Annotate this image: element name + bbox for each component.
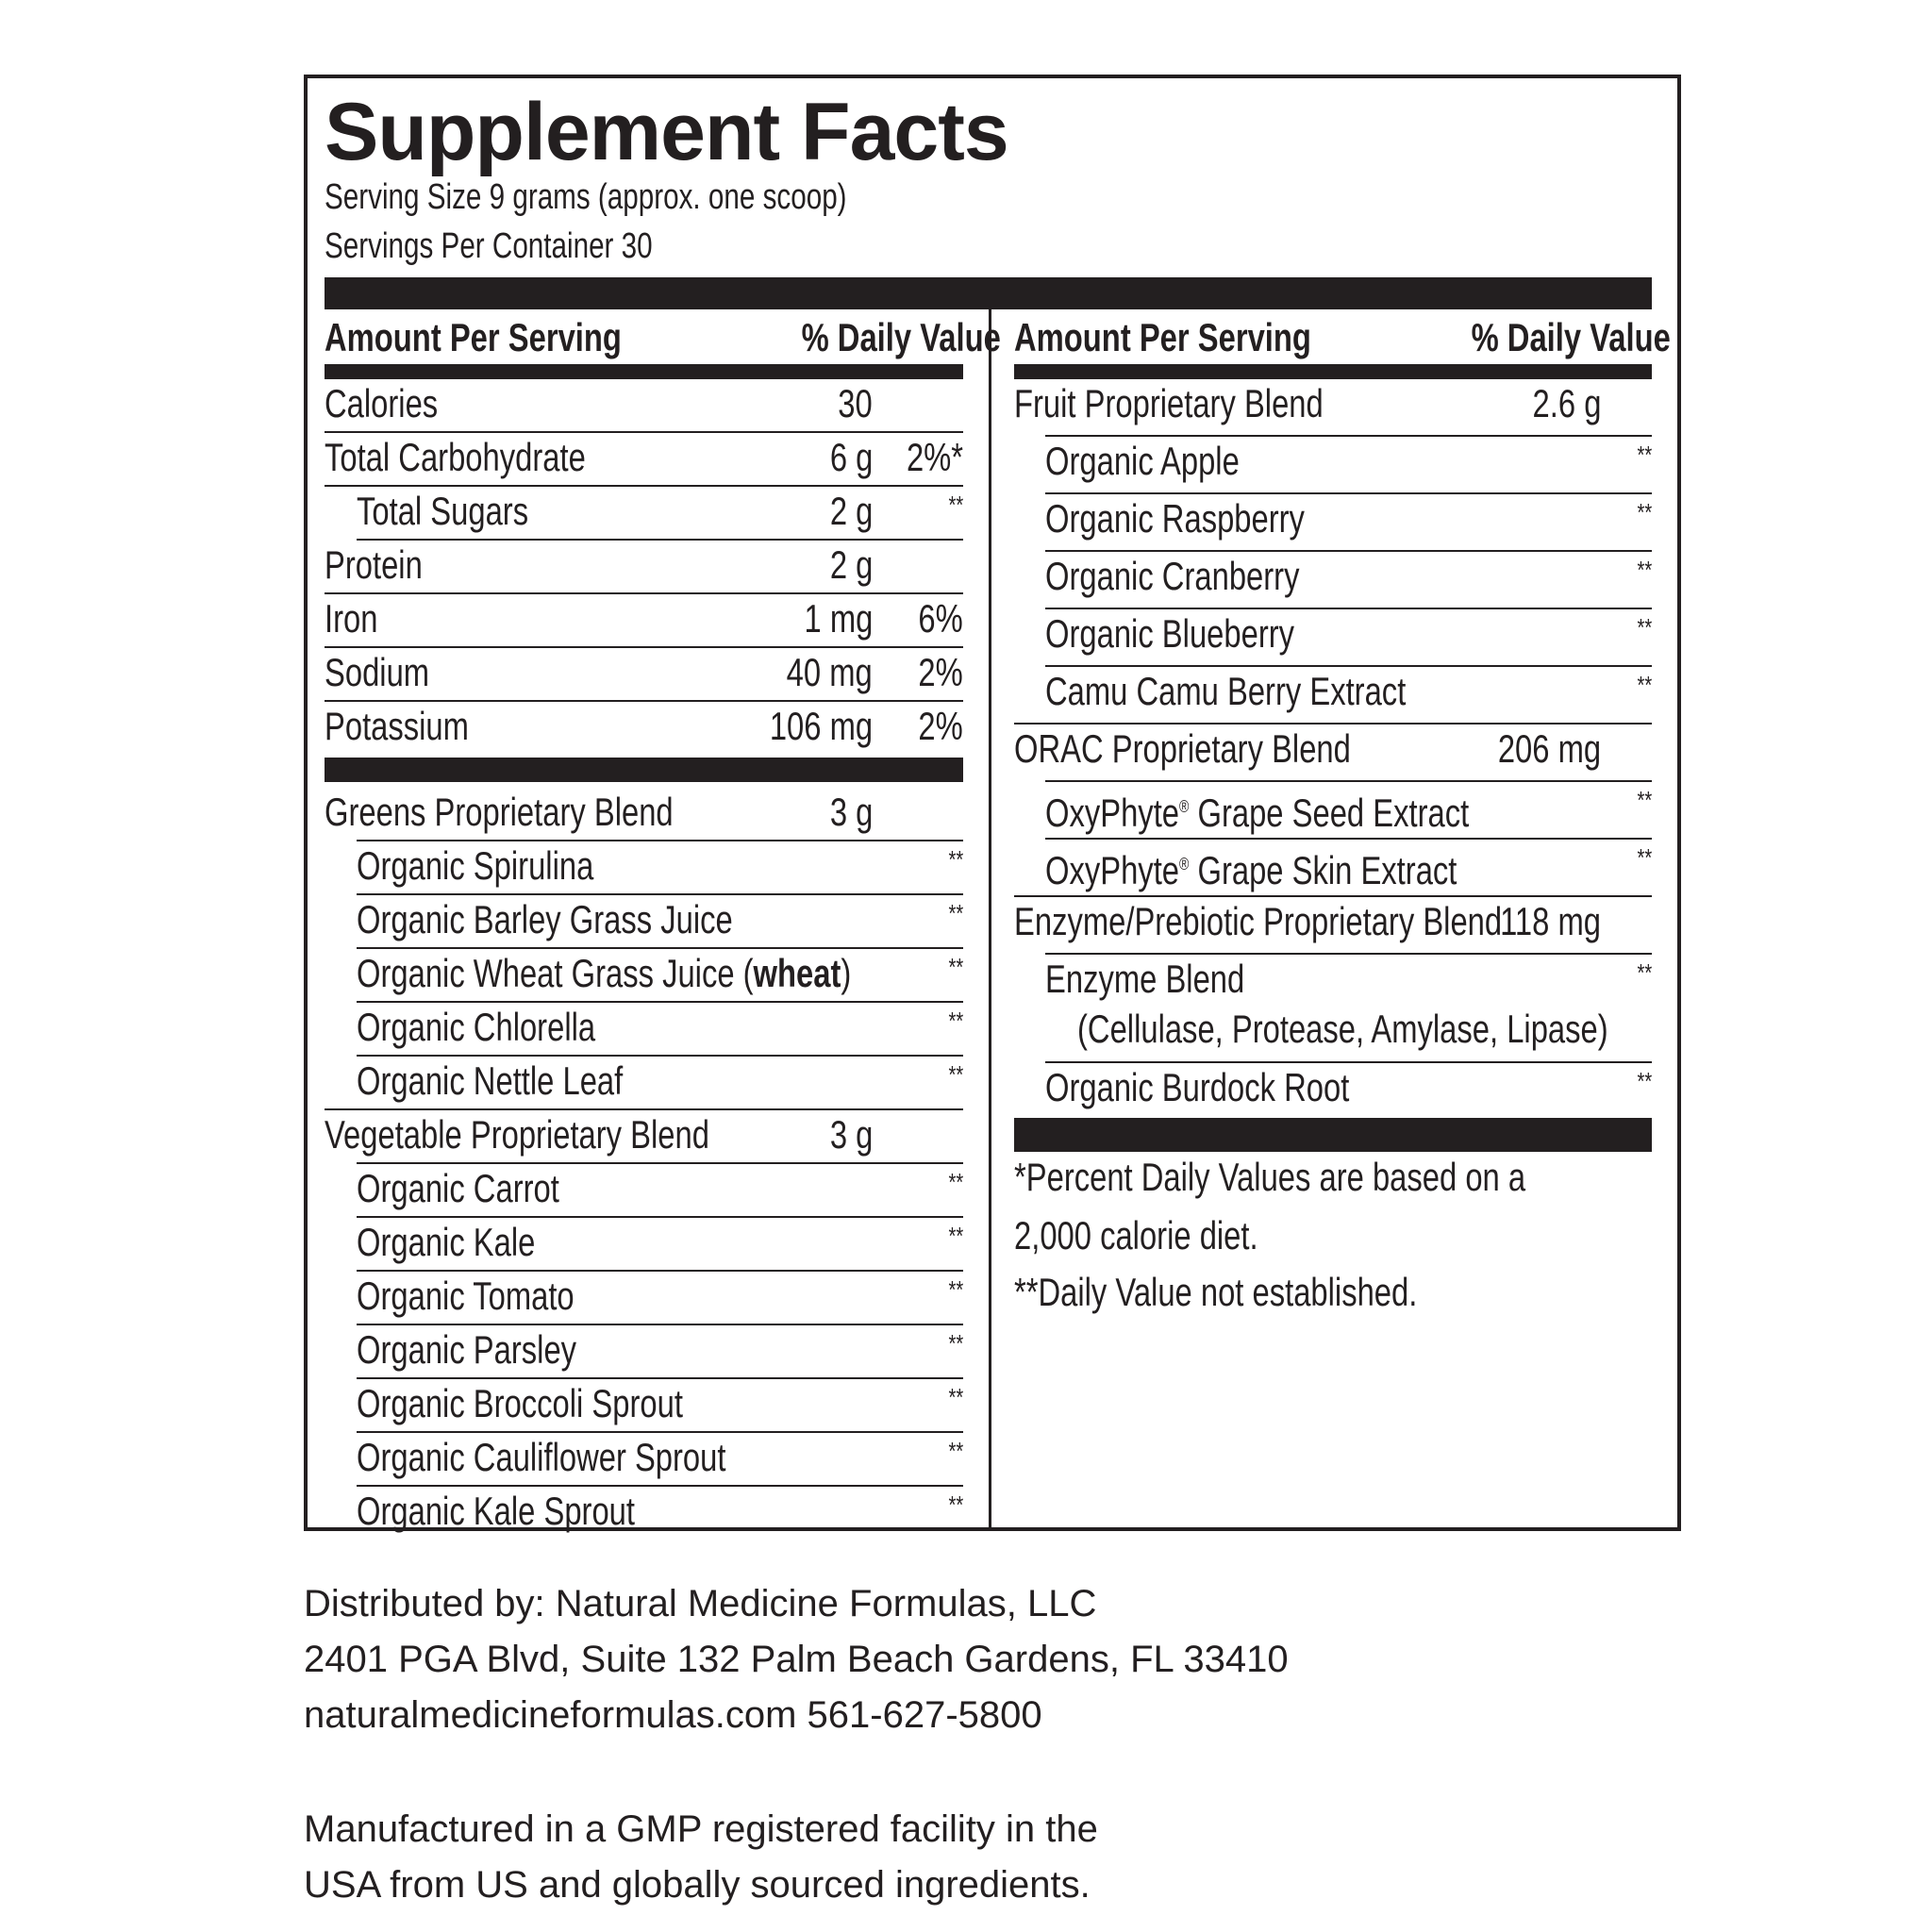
ingredient-row <box>0 1379 1932 1428</box>
row-amount: 3 g <box>829 790 873 834</box>
row-name: Organic Wheat Grass Juice (wheat) <box>357 951 852 995</box>
row-name: Enzyme/Prebiotic Proprietary Blend <box>1014 899 1503 943</box>
row-daily-value: ** <box>1637 441 1652 469</box>
distributor-name: Distributed by: Natural Medicine Formulas, LLC <box>304 1583 1097 1624</box>
row-name: Organic Raspberry <box>1045 496 1305 541</box>
row-name: Organic Cauliflower Sprout <box>357 1435 726 1479</box>
right-header-dv: % Daily Value <box>1471 315 1671 359</box>
left-header-amount: Amount Per Serving <box>325 315 622 359</box>
row-name: Organic Broccoli Sprout <box>357 1381 683 1425</box>
row-name: Organic Parsley <box>357 1327 577 1372</box>
row-name: Organic Carrot <box>357 1166 559 1210</box>
row-name: Total Carbohydrate <box>325 435 586 479</box>
row-name: OxyPhyte® Grape Seed Extract <box>1045 791 1470 835</box>
orac-blend-row <box>0 724 1932 774</box>
row-name: Organic Nettle Leaf <box>357 1058 624 1103</box>
row-name: Organic Tomato <box>357 1274 575 1318</box>
row-daily-value: ** <box>948 1222 963 1250</box>
right-header-amount: Amount Per Serving <box>1014 315 1311 359</box>
left-header-bar <box>325 364 963 379</box>
row-name: Organic Apple <box>1045 439 1240 483</box>
row-daily-value: ** <box>948 1060 963 1089</box>
row-name: Organic Barley Grass Juice <box>357 897 733 941</box>
row-name: Protein <box>325 542 423 587</box>
row-daily-value: ** <box>1637 671 1652 699</box>
row-amount: 30 <box>838 381 873 425</box>
row-amount: 106 mg <box>769 704 873 748</box>
row-name: Organic Burdock Root <box>1045 1065 1350 1109</box>
row-daily-value: ** <box>948 491 963 519</box>
row-name: Calories <box>325 381 439 425</box>
row-daily-value: ** <box>1637 786 1652 814</box>
row-name: Fruit Proprietary Blend <box>1014 381 1324 425</box>
left-header-dv: % Daily Value <box>801 315 1001 359</box>
row-amount: 206 mg <box>1497 726 1601 771</box>
row-name: Sodium <box>325 650 430 694</box>
ingredient-row <box>0 782 1932 835</box>
row-daily-value: 2% <box>918 650 963 694</box>
distributor-address: 2401 PGA Blvd, Suite 132 Palm Beach Gardens, FL 33410 <box>304 1639 1289 1680</box>
row-name: Total Sugars <box>357 489 529 533</box>
row-daily-value: ** <box>1637 958 1652 987</box>
ingredient-row <box>0 1164 1932 1213</box>
row-name: Enzyme Blend <box>1045 957 1245 1001</box>
row-name: Vegetable Proprietary Blend <box>325 1112 709 1157</box>
row-daily-value: ** <box>948 899 963 927</box>
row-daily-value: ** <box>1637 1067 1652 1095</box>
row-amount: 2 g <box>829 542 873 587</box>
row-daily-value: ** <box>948 1007 963 1035</box>
footnote-percent-dv: *Percent Daily Values are based on a <box>1014 1155 1526 1199</box>
row-name: Organic Spirulina <box>357 843 594 888</box>
row-daily-value: ** <box>948 1437 963 1465</box>
row-daily-value: 6% <box>918 596 963 641</box>
ingredient-row <box>0 1272 1932 1321</box>
row-daily-value: ** <box>1637 843 1652 872</box>
row-daily-value: ** <box>948 1168 963 1196</box>
ingredient-row <box>0 552 1932 601</box>
row-daily-value: 2% <box>918 704 963 748</box>
row-daily-value: ** <box>948 845 963 874</box>
manufacturer-line-2: USA from US and globally sourced ingredients. <box>304 1864 1091 1906</box>
row-name: Organic Kale Sprout <box>357 1489 636 1533</box>
ingredient-row <box>0 667 1932 716</box>
row-amount: 6 g <box>829 435 873 479</box>
serving-size: Serving Size 9 grams (approx. one scoop) <box>325 177 847 217</box>
ingredient-subtext <box>0 1005 1932 1054</box>
row-amount: 2.6 g <box>1532 381 1601 425</box>
row-daily-value: ** <box>948 1491 963 1519</box>
row-name: OxyPhyte® Grape Skin Extract <box>1045 848 1457 892</box>
row-name: Organic Chlorella <box>357 1005 596 1049</box>
ingredient-row <box>0 840 1932 892</box>
ingredient-row <box>0 609 1932 658</box>
ingredient-row <box>0 1487 1932 1536</box>
row-daily-value: 2%* <box>906 435 963 479</box>
row-amount: 1 mg <box>804 596 873 641</box>
ingredient-row <box>0 955 1932 1004</box>
manufacturer-line-1: Manufactured in a GMP registered facility in the <box>304 1808 1098 1850</box>
row-name: Camu Camu Berry Extract <box>1045 669 1407 713</box>
row-amount: 118 mg <box>1500 899 1601 943</box>
footnote-dv-not-established: **Daily Value not established. <box>1014 1270 1418 1314</box>
row-daily-value: ** <box>948 953 963 981</box>
row-name: ORAC Proprietary Blend <box>1014 726 1351 771</box>
ingredient-row <box>0 437 1932 486</box>
row-amount: 3 g <box>829 1112 873 1157</box>
ingredient-row <box>0 494 1932 543</box>
row-amount: 40 mg <box>786 650 873 694</box>
row-daily-value: ** <box>948 1329 963 1357</box>
footnote-separator-bar <box>1014 1118 1652 1152</box>
row-daily-value: ** <box>1637 613 1652 641</box>
row-amount: 2 g <box>829 489 873 533</box>
enzyme-blend-row <box>0 897 1932 946</box>
ingredient-row <box>0 1063 1932 1112</box>
fruit-blend-row <box>0 379 1932 428</box>
footnote-calorie-diet: 2,000 calorie diet. <box>1014 1213 1258 1257</box>
ingredient-row <box>0 1433 1932 1482</box>
top-thick-bar <box>325 277 1652 309</box>
row-name: Iron <box>325 596 378 641</box>
row-daily-value: ** <box>1637 556 1652 584</box>
row-name: Organic Kale <box>357 1220 536 1264</box>
row-daily-value: ** <box>948 1275 963 1304</box>
row-name: Organic Cranberry <box>1045 554 1300 598</box>
row-name: Organic Blueberry <box>1045 611 1295 656</box>
ingredient-row <box>0 1218 1932 1267</box>
ingredient-subtext-label: (Cellulase, Protease, Amylase, Lipase) <box>1077 1007 1608 1051</box>
row-daily-value: ** <box>948 1383 963 1411</box>
ingredient-row <box>0 1325 1932 1374</box>
right-header-bar <box>1014 364 1652 379</box>
servings-per-container: Servings Per Container 30 <box>325 226 653 266</box>
row-name: Greens Proprietary Blend <box>325 790 674 834</box>
panel-title: Supplement Facts <box>325 87 1008 177</box>
distributor-contact: naturalmedicineformulas.com 561-627-5800 <box>304 1694 1042 1736</box>
row-name: Potassium <box>325 704 469 748</box>
row-daily-value: ** <box>1637 498 1652 526</box>
